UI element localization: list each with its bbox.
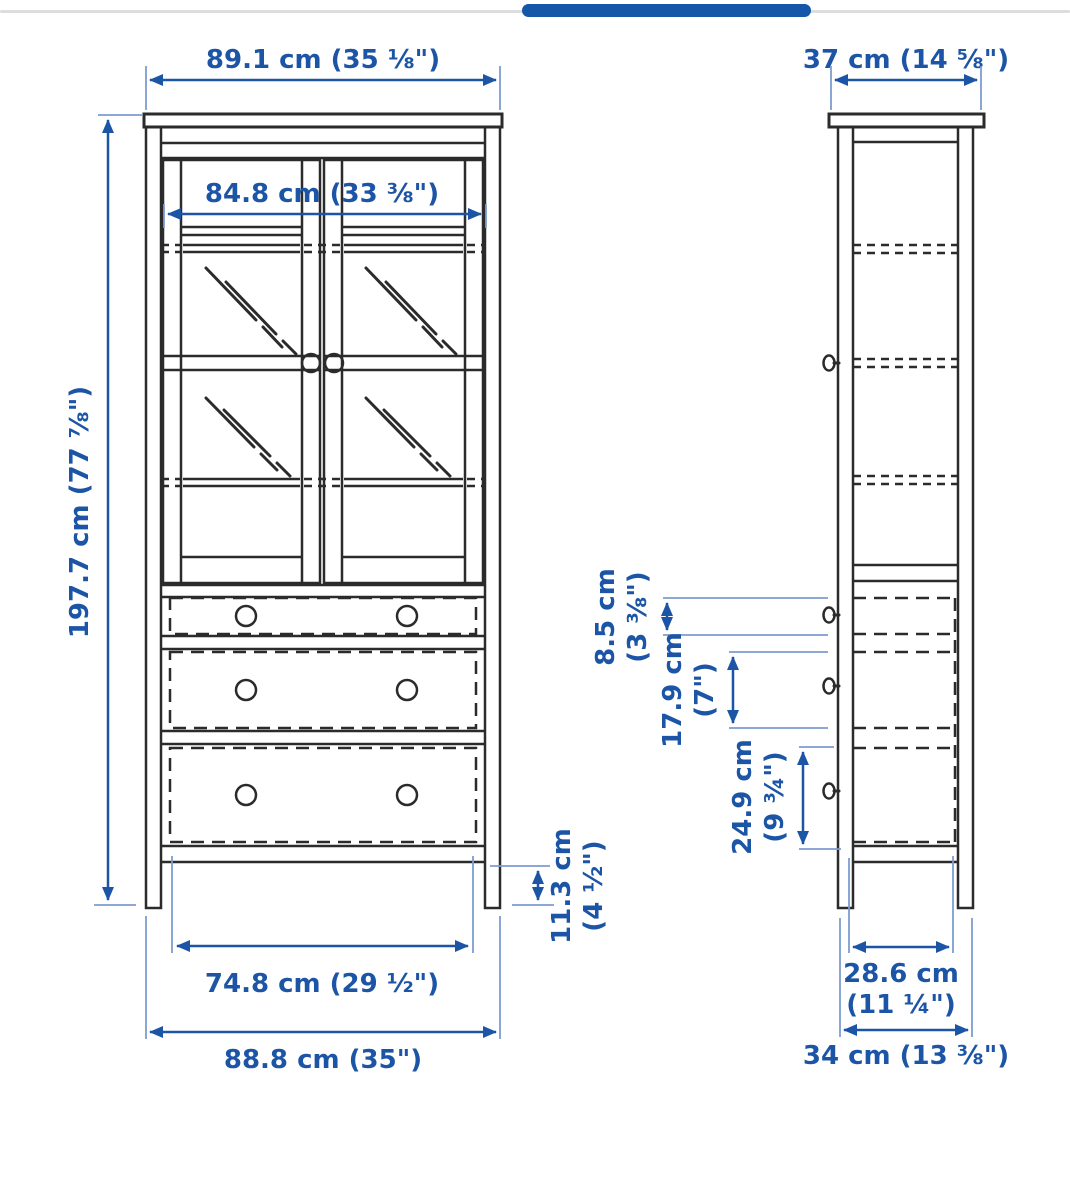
- glass-glint-upper-right: [366, 268, 456, 354]
- dimension-label-side-drawer1-inches: (3 ⅜"): [623, 571, 653, 663]
- carousel-scrollbar-thumb[interactable]: [522, 4, 811, 17]
- dimension-label-side-drawer3-inches: (9 ¾"): [760, 751, 790, 843]
- side-shelf-1: [853, 245, 958, 253]
- dimension-label-front-leg-height-inches: (4 ½"): [579, 840, 609, 932]
- dim-front-total-width: [146, 45, 500, 110]
- dim-front-leg-height: [490, 828, 609, 944]
- drawer-band-1: [161, 636, 485, 649]
- dimension-label-front-total-height: 197.7 cm (77 ⅞"): [65, 385, 95, 639]
- drawer-3-front: [170, 748, 476, 842]
- right-glass-door: [324, 160, 483, 583]
- glass-glint-lower-left: [206, 398, 290, 476]
- dimension-label-side-drawer2-inches: (7"): [690, 662, 720, 718]
- side-mid-rails: [853, 565, 958, 581]
- dim-front-total-height: [65, 115, 142, 905]
- drawer-1-front: [170, 598, 476, 634]
- drawer-2-knob-left: [236, 680, 256, 700]
- glass-glint-upper-left: [206, 268, 296, 354]
- side-drawer-knob-1: [824, 608, 840, 623]
- drawer-3-knob-right: [397, 785, 417, 805]
- dimension-label-side-drawer2-value: 17.9 cm: [658, 632, 688, 748]
- dimension-label-front-leg-height-value: 11.3 cm: [547, 828, 577, 944]
- dimension-label-side-base-depth: 34 cm (13 ⅜"): [802, 1041, 1010, 1071]
- side-back-leg: [958, 127, 973, 908]
- glass-glint-lower-right: [366, 398, 450, 476]
- side-shelf-2: [853, 359, 958, 367]
- front-bottom-rail: [161, 846, 485, 862]
- dim-side-total-depth: [803, 45, 1009, 110]
- dimension-label-side-drawer3-value: 24.9 cm: [728, 739, 758, 855]
- dimension-label-front-base-width: 88.8 cm (35"): [223, 1045, 423, 1075]
- side-top-panel: [829, 114, 984, 127]
- front-right-leg: [485, 127, 500, 908]
- side-door-knob: [824, 356, 840, 371]
- drawer-1-knob-right: [397, 606, 417, 626]
- dimension-label-front-inner-width: 84.8 cm (33 ⅜"): [204, 179, 440, 209]
- dimension-label-side-inner-leg-span-inches: (11 ¼"): [846, 990, 956, 1020]
- front-top-panel: [144, 114, 502, 127]
- dimension-label-side-drawer1-value: 8.5 cm: [591, 568, 621, 666]
- side-bottom-rail: [853, 846, 958, 862]
- drawer-band-2: [161, 731, 485, 744]
- side-view-drawing: [824, 114, 985, 908]
- dimension-label-side-total-depth: 37 cm (14 ⅝"): [802, 45, 1010, 75]
- front-top-rail: [161, 143, 485, 158]
- drawer-2-front: [170, 652, 476, 728]
- dimension-label-front-inner-leg-span: 74.8 cm (29 ½"): [204, 969, 440, 999]
- side-drawer-knob-2: [824, 679, 840, 694]
- drawer-1-knob-left: [236, 606, 256, 626]
- mid-band: [161, 585, 485, 597]
- dim-side-drawer2-height: [658, 632, 828, 748]
- side-shelf-3: [853, 476, 958, 484]
- drawer-2-knob-right: [397, 680, 417, 700]
- dim-side-drawer3-height: [728, 739, 841, 855]
- front-left-leg: [146, 127, 161, 908]
- left-glass-door: [163, 160, 320, 583]
- dim-front-inner-leg-span: [172, 856, 473, 999]
- side-drawer-profile: [853, 598, 955, 842]
- dimension-label-side-inner-leg-span-value: 28.6 cm: [843, 959, 959, 989]
- front-view-drawing: [144, 114, 502, 908]
- dimension-label-front-total-width: 89.1 cm (35 ⅛"): [205, 45, 441, 75]
- drawer-3-knob-left: [236, 785, 256, 805]
- dim-side-inner-leg-span: [843, 856, 959, 1020]
- side-drawer-knob-3: [824, 784, 840, 799]
